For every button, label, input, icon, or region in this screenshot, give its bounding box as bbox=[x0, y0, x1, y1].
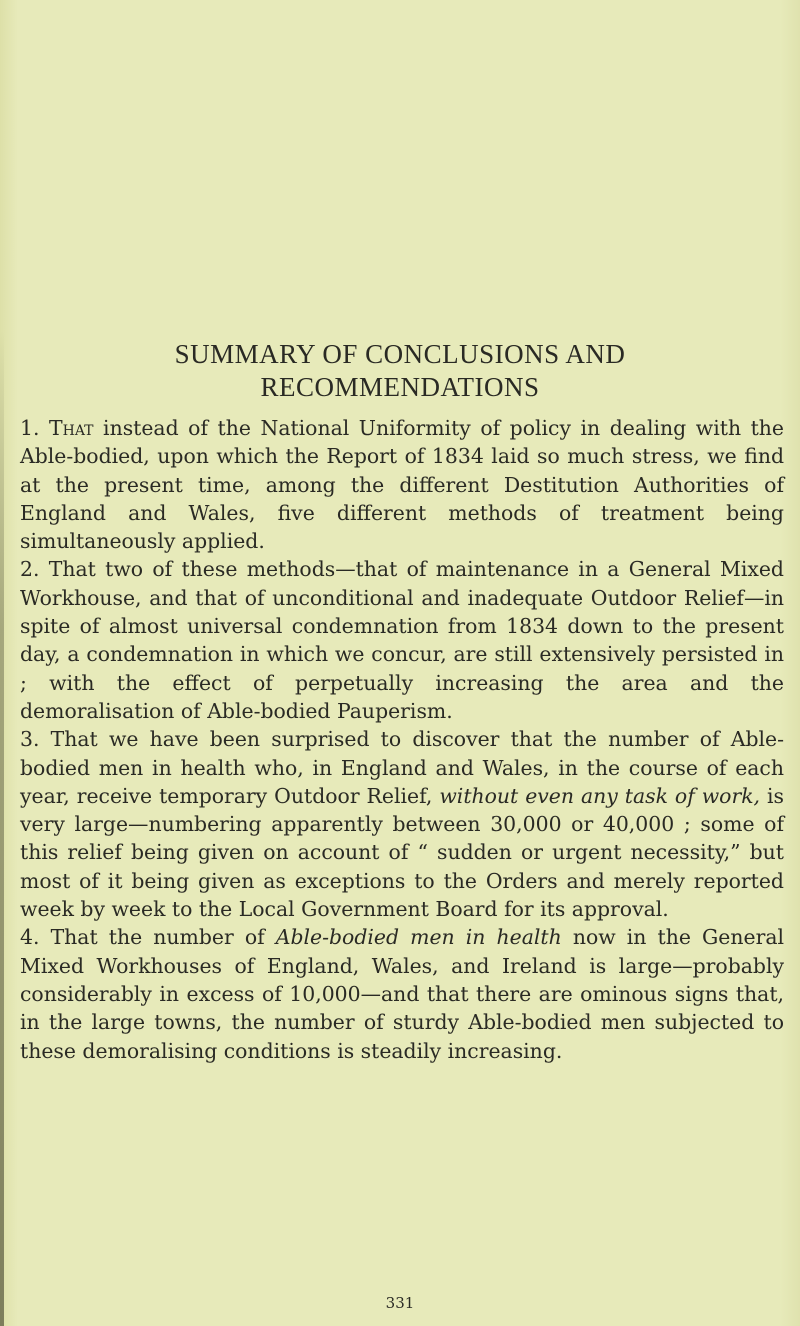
heading-line-1: SUMMARY OF CONCLUSIONS AND bbox=[174, 339, 626, 369]
paragraph-1-text: instead of the National Uniformity of policy in dealing with the Able-bodied, upon which the Report of 1834 laid so much stress, we find at the present time, among the different Destitution Authorities of England and Wales, five different methods of treatment being simultaneously applied. bbox=[20, 416, 785, 554]
paragraph-3-text-before: That we have been surprised to discover that the number of Able-bodied men in health who, in England and Wales, in the course of each year, receive temporary Outdoor Relief, bbox=[20, 727, 784, 808]
paragraph-4-number: 4. bbox=[20, 925, 40, 950]
paragraph-1-number: 1. bbox=[20, 416, 40, 440]
paragraph-3-text-after: is very large—numbering apparently between 30,000 or 40,000 ; some of this relief being given on account of “ sudden or urgent necessity,” but most of it being given as exceptions to the Orders and merely reported week by week to the Local Government Board for its approval. bbox=[20, 783, 784, 922]
paragraph-3-number: 3. bbox=[20, 727, 40, 752]
paragraph-3-italic: without even any task of work, bbox=[439, 783, 761, 808]
paragraph-4-text-after: now in the General Mixed Workhouses of England, Wales, and Ireland is large—probably considerably in excess of 10,000—and that there are ominous signs that, in the large towns, the number of sturdy Able-bodied men subjected to these demoralising conditions is steadily increasing. bbox=[20, 925, 784, 1063]
page-number: 331 bbox=[385, 1294, 415, 1312]
paragraph-4-italic: Able-bodied men in health bbox=[275, 925, 562, 950]
page-binding-shadow bbox=[0, 330, 4, 1326]
paragraph-1 bbox=[20, 414, 784, 555]
paragraph-4 bbox=[20, 923, 784, 1064]
paragraph-2 bbox=[20, 555, 784, 725]
conclusions-body bbox=[20, 414, 784, 1065]
heading-line-2: RECOMMENDATIONS bbox=[260, 372, 540, 402]
paragraph-2-text: That two of these methods—that of maintenance in a General Mixed Workhouse, and that of unconditional and inadequate Outdoor Relief—in spite of almost universal condemnation from 1834 down to the present day, a condemnation in which we concur, are still extensively persisted in ; with the effect of perpetually increasing the area and the demoralisation of Able-bodied Pauperism. bbox=[20, 557, 784, 723]
paragraph-2-number: 2. bbox=[20, 557, 40, 582]
paragraph-1-lead: That bbox=[49, 416, 94, 440]
paragraph-3 bbox=[20, 725, 784, 923]
paragraph-4-text-before: That the number of bbox=[50, 925, 276, 950]
